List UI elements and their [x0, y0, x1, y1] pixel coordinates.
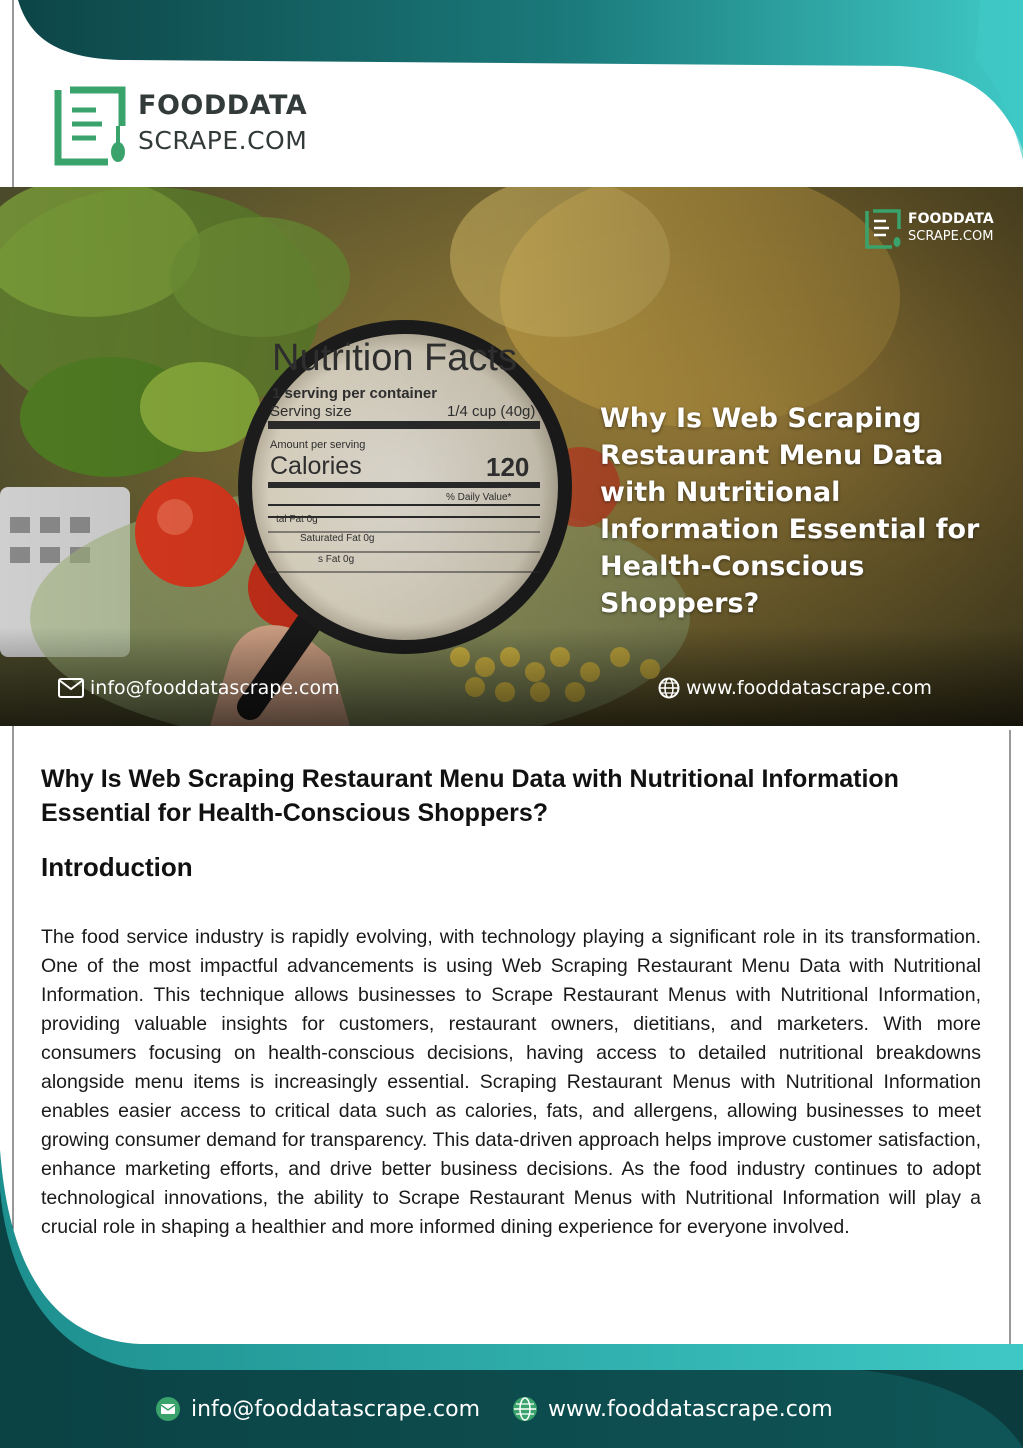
- header-logo[interactable]: [52, 86, 342, 168]
- banner-website[interactable]: [658, 677, 932, 699]
- footer-email[interactable]: [155, 1396, 480, 1422]
- nutrition-serving-size-value: 1/4 cup (40g): [447, 403, 536, 420]
- nutrition-servings: 1 serving per container: [272, 385, 438, 402]
- nutrition-amount-per-serving: Amount per serving: [270, 439, 366, 451]
- footer-website[interactable]: [512, 1396, 833, 1422]
- footer-email-text: info@fooddatascrape.com: [191, 1396, 481, 1422]
- globe-icon: [658, 677, 680, 699]
- banner-email[interactable]: [58, 677, 340, 699]
- banner-logo-line1: FOODDATA: [908, 211, 994, 227]
- banner-website-text: www.fooddatascrape.com: [686, 677, 932, 699]
- banner-logo-line2: SCRAPE.COM: [908, 229, 994, 244]
- section-heading: Introduction: [41, 852, 193, 882]
- nutrition-trans-fat: s Fat 0g: [318, 554, 355, 565]
- logo-icon: [864, 209, 902, 249]
- nutrition-calories-label: Calories: [270, 452, 362, 480]
- article-title: Why Is Web Scraping Restaurant Menu Data with Nutritional Information Essential for Health-Conscious Shoppers?: [41, 765, 899, 827]
- nutrition-heading: Nutrition Facts: [272, 337, 517, 379]
- logo-icon: [52, 86, 128, 166]
- logo-name-line1: FOODDATA: [138, 90, 308, 121]
- globe-icon: [512, 1396, 538, 1422]
- footer-website-text: www.fooddatascrape.com: [548, 1396, 833, 1422]
- logo-name-line2: SCRAPE.COM: [138, 126, 308, 155]
- mail-icon: [155, 1396, 181, 1422]
- nutrition-saturated-fat: Saturated Fat 0g: [300, 533, 375, 544]
- nutrition-calories-value: 120: [486, 452, 530, 482]
- nutrition-daily-value: % Daily Value*: [446, 492, 512, 503]
- banner-title: Why Is Web Scraping Restaurant Menu Data with Nutritional Information Essential for Health-Conscious Shoppers?: [600, 403, 980, 619]
- hero-banner: [0, 187, 1023, 726]
- nutrition-total-fat: tal Fat 0g: [276, 514, 318, 525]
- article-paragraph: The food service industry is rapidly evolving, with technology playing a significant role in its transformation. One of the most impactful advancements is using Web Scraping Restaurant Menu Data with Nutritional Information. This technique allows businesses to Scrape Restaurant Menus with Nutritional Information, providing valuable insights for customers, restaurant owners, dietitians, and marketers. With more consumers focusing on health-conscious decisions, having access to detailed nutritional breakdowns alongside menu items is increasingly essential. Scraping Restaurant Menus with Nutritional Information enables easier access to critical data such as calories, fats, and allergens, allowing businesses to meet growing consumer demand for transparency. This data-driven approach helps improve customer satisfaction, enhance marketing efforts, and drive better business decisions. As the food industry continues to adopt technological innovations, the ability to Scrape Restaurant Menus with Nutritional Information will play a crucial role in shaping a healthier and more informed dining experience for everyone involved.: [41, 926, 981, 1238]
- banner-email-text: info@fooddatascrape.com: [90, 677, 340, 699]
- banner-logo: [864, 209, 1014, 253]
- nutrition-serving-size-label: Serving size: [270, 403, 352, 420]
- mail-icon: [58, 678, 84, 698]
